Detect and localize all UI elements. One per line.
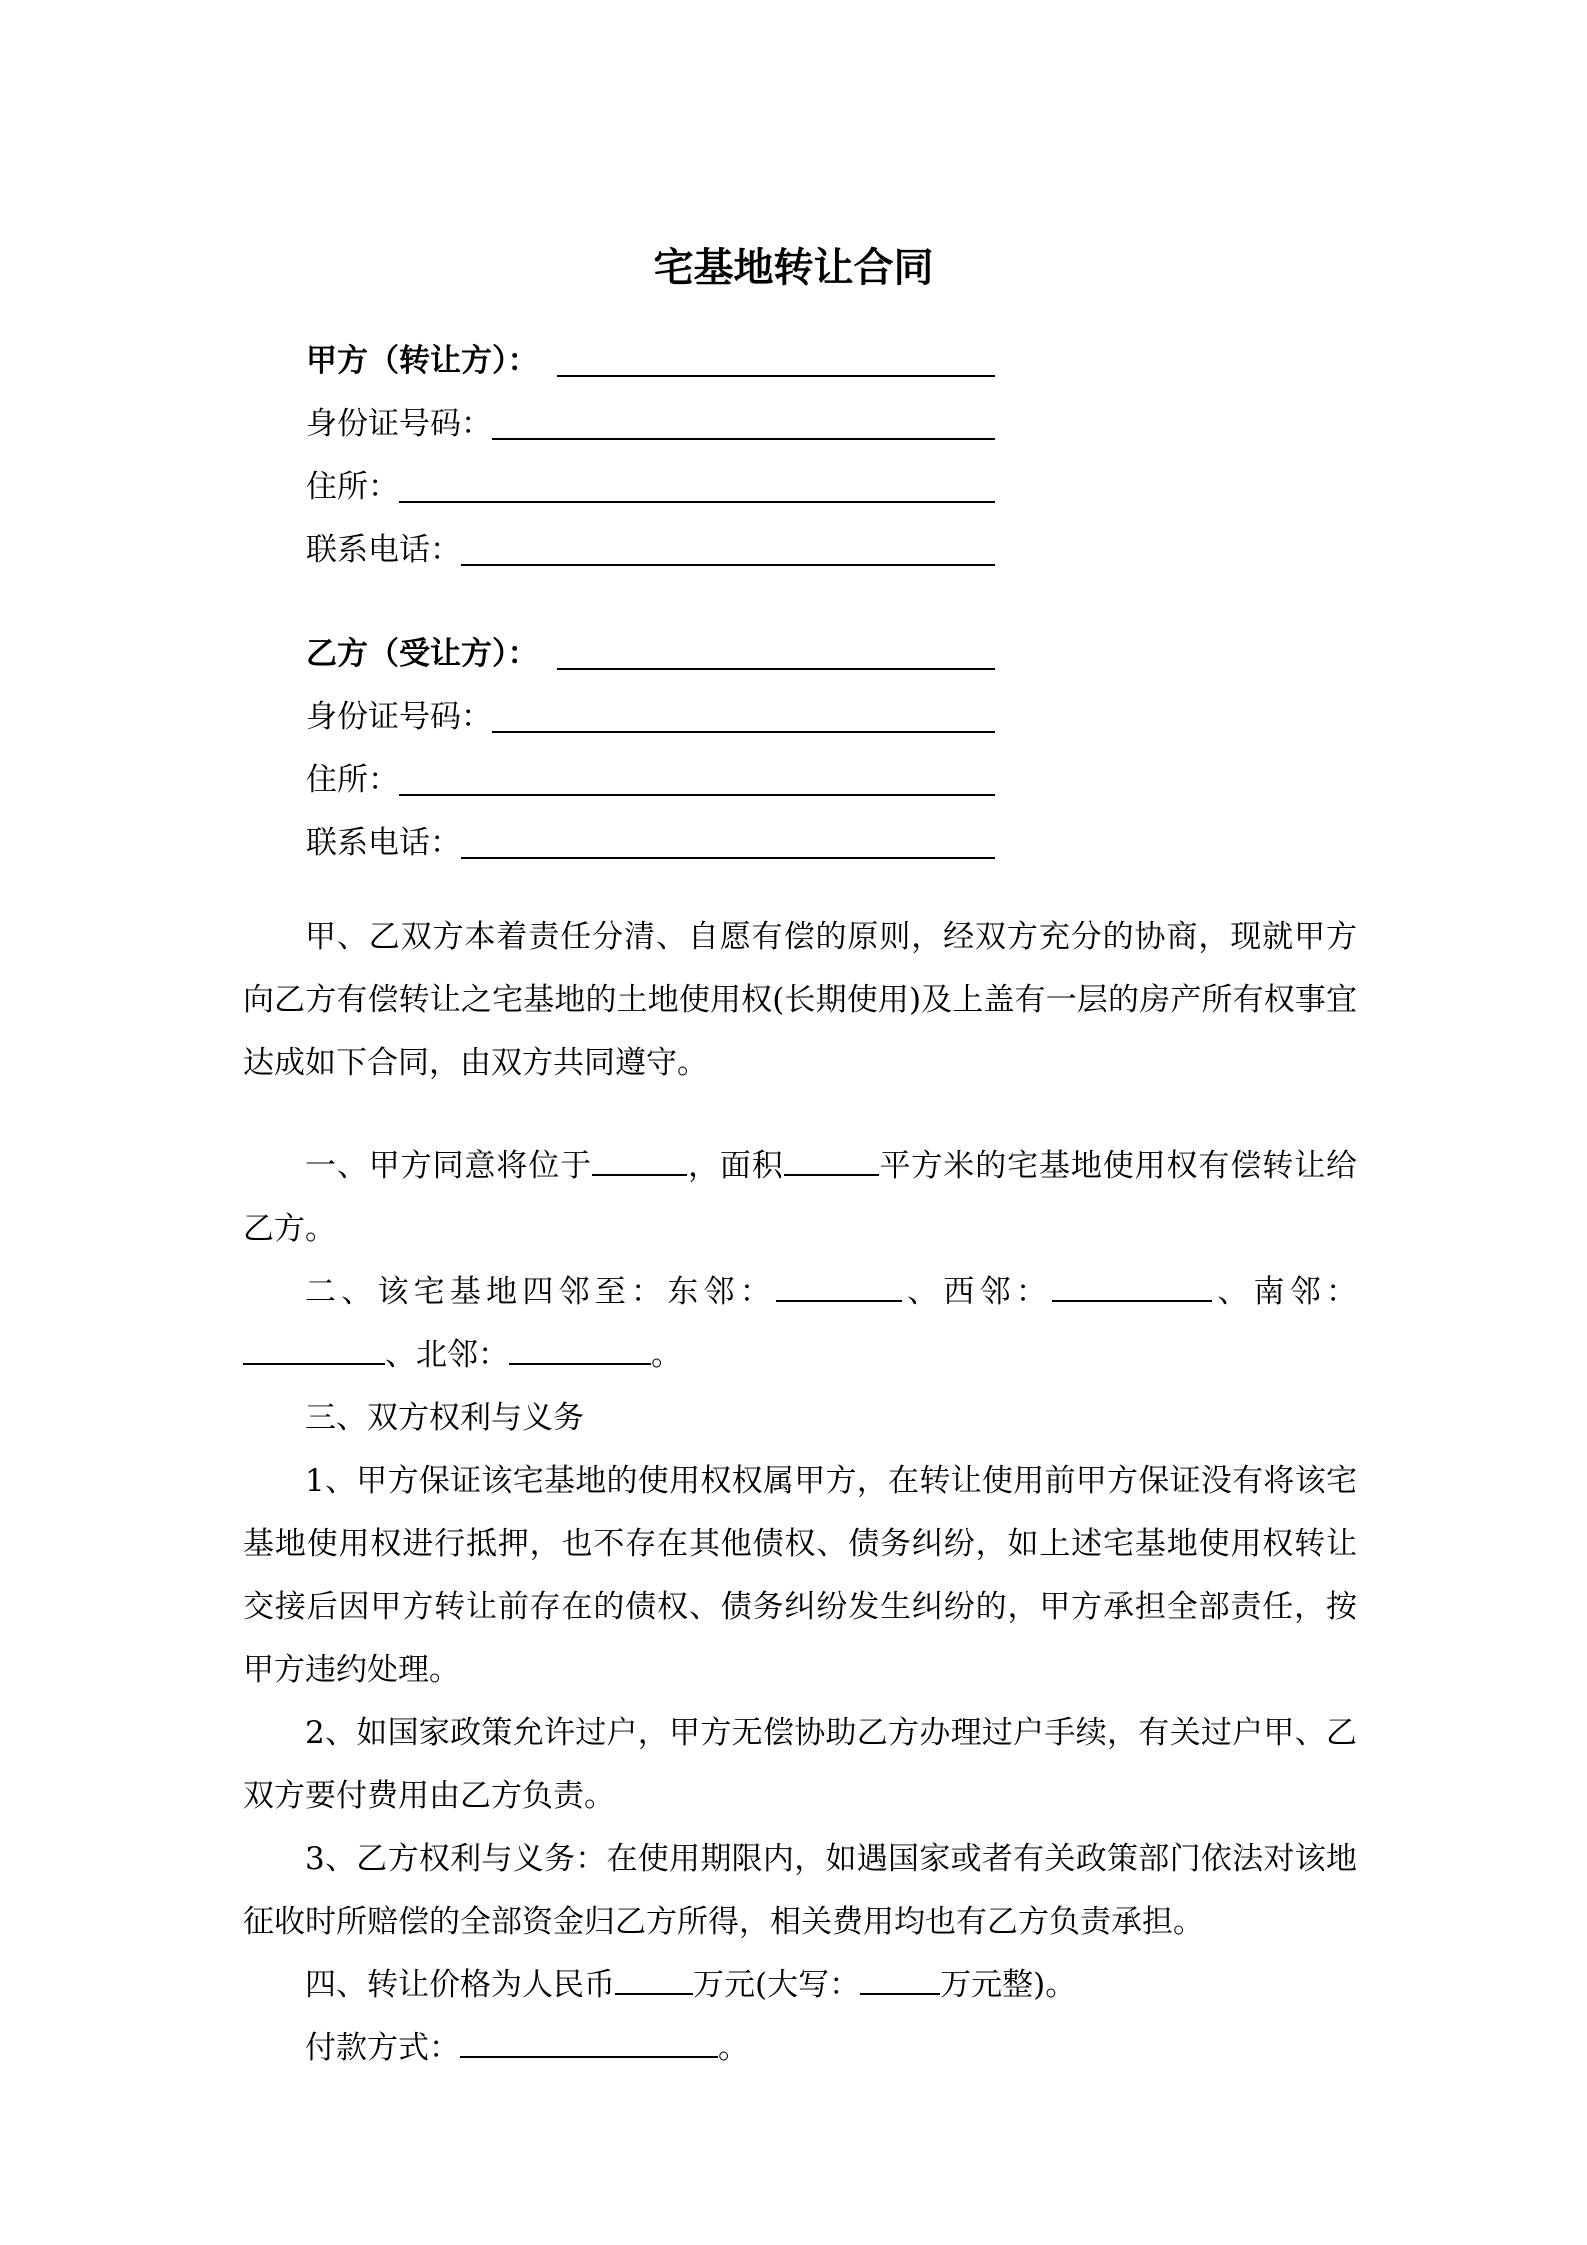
party-b-address-blank[interactable] xyxy=(399,758,995,796)
clause-3-item-2: 2、如国家政策允许过户，甲方无偿协助乙方办理过户手续，有关过户甲、乙双方要付费用由乙方负责。 xyxy=(243,1715,1357,1814)
west-neighbor-blank[interactable] xyxy=(1052,1270,1212,1302)
party-a-id-blank[interactable] xyxy=(492,402,995,440)
preamble-block xyxy=(243,906,1357,1095)
clause-2-text-b: 、西邻： xyxy=(901,1274,1053,1310)
clause-4 xyxy=(243,1954,1357,2017)
party-a-id-label: 身份证号码： xyxy=(306,406,492,442)
party-a-name-field xyxy=(306,318,1006,381)
party-a-address-label: 住所： xyxy=(306,469,399,505)
party-a-address-blank[interactable] xyxy=(399,465,995,503)
clause-1-text-a: 一、甲方同意将位于 xyxy=(305,1148,593,1184)
clause-4-text-c: 万元整)。 xyxy=(940,1967,1077,2003)
party-b-name-blank[interactable] xyxy=(557,632,995,670)
clause-2-text-e: 。 xyxy=(651,1337,682,1373)
party-b-id-field xyxy=(306,674,1006,737)
payment-label: 付款方式： xyxy=(305,2030,460,2066)
party-b-phone-blank[interactable] xyxy=(461,821,995,859)
area-blank[interactable] xyxy=(784,1144,879,1176)
party-b-name-field xyxy=(306,611,1006,674)
clause-1-text-b: ，面积 xyxy=(687,1148,784,1184)
clause-2-text-a: 二、该宅基地四邻至：东邻： xyxy=(305,1274,776,1310)
clause-2 xyxy=(243,1261,1357,1387)
east-neighbor-blank[interactable] xyxy=(776,1270,902,1302)
party-b-phone-field xyxy=(306,800,1006,863)
location-blank[interactable] xyxy=(592,1144,687,1176)
clause-2-text-d: 、北邻： xyxy=(385,1337,509,1373)
south-neighbor-blank[interactable] xyxy=(243,1333,385,1365)
payment-method xyxy=(243,2017,1357,2080)
party-a-phone-blank[interactable] xyxy=(461,528,995,566)
party-a-section xyxy=(306,318,1006,570)
north-neighbor-blank[interactable] xyxy=(509,1333,651,1365)
price-blank[interactable] xyxy=(615,1963,693,1995)
clause-3-heading: 三、双方权利与义务 xyxy=(305,1400,584,1436)
payment-end: 。 xyxy=(718,2030,749,2066)
preamble-paragraph: 甲、乙双方本着责任分清、自愿有偿的原则，经双方充分的协商，现就甲方向乙方有偿转让之宅基地的土地使用权(长期使用)及上盖有一层的房产所有权事宜达成如下合同，由双方共同遵守。 xyxy=(243,919,1357,1081)
party-b-address-field xyxy=(306,737,1006,800)
clause-3-item-1: 1、甲方保证该宅基地的使用权权属甲方，在转让使用前甲方保证没有将该宅基地使用权进行抵押，也不存在其他债权、债务纠纷，如上述宅基地使用权转让交接后因甲方转让前存在的债权、债务纠纷发生纠纷的，甲方承担全部责任，按甲方违约处理。 xyxy=(243,1463,1357,1688)
clause-2-text-c: 、南邻： xyxy=(1212,1274,1358,1310)
party-b-address-label: 住所： xyxy=(306,762,399,798)
party-a-phone-field xyxy=(306,507,1006,570)
clause-3-item-3: 3、乙方权利与义务：在使用期限内，如遇国家或者有关政策部门依法对该地征收时所赔偿的全部资金归乙方所得，相关费用均也有乙方负责承担。 xyxy=(243,1841,1357,1940)
party-a-heading: 甲方（转让方）： xyxy=(306,343,539,379)
payment-method-blank[interactable] xyxy=(460,2026,718,2058)
clause-4-text-b: 万元(大写： xyxy=(693,1967,861,2003)
party-a-address-field xyxy=(306,444,1006,507)
party-a-name-blank[interactable] xyxy=(557,339,995,377)
party-b-id-label: 身份证号码： xyxy=(306,699,492,735)
party-a-phone-label: 联系电话： xyxy=(306,532,461,568)
party-b-heading: 乙方（受让方）： xyxy=(306,636,539,672)
document-title: 宅基地转让合同 xyxy=(653,245,934,291)
party-b-phone-label: 联系电话： xyxy=(306,825,461,861)
price-uppercase-blank[interactable] xyxy=(860,1963,940,1995)
party-a-id-field xyxy=(306,381,1006,444)
party-b-id-blank[interactable] xyxy=(492,695,995,733)
clause-1-text-c: 平方米的宅基地使用权有偿转让给乙方。 xyxy=(243,1148,1358,1247)
clause-1 xyxy=(243,1135,1357,1261)
clause-4-text-a: 四、转让价格为人民币 xyxy=(305,1967,615,2003)
party-b-section xyxy=(306,611,1006,863)
clauses-block xyxy=(243,1135,1357,2080)
